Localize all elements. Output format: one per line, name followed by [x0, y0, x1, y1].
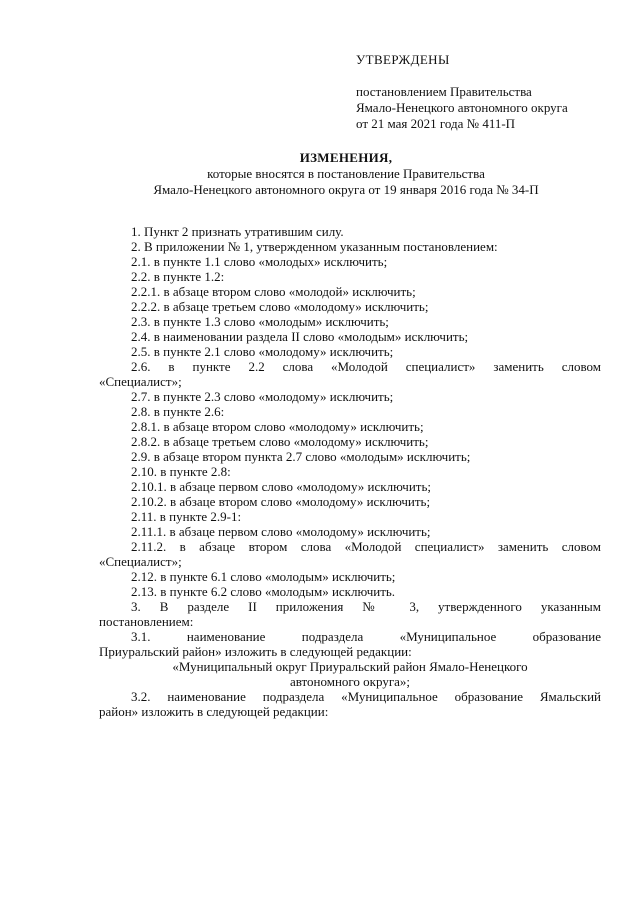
- document-title-block: [0, 150, 640, 198]
- document-subtitle-line: которые вносятся в постановление Правительства: [207, 166, 485, 181]
- paragraph: 2.11.2. в абзаце втором слова «Молодой специалист» заменить словом: [131, 539, 601, 554]
- paragraph: 2.8. в пункте 2.6:: [131, 404, 225, 419]
- paragraph-continuation: постановлением:: [99, 614, 194, 629]
- paragraph: 2. В приложении № 1, утвержденном указанным постановлением:: [131, 239, 498, 254]
- approval-line: от 21 мая 2021 года № 411-П: [356, 116, 516, 131]
- paragraph: 2.4. в наименовании раздела II слово «молодым» исключить;: [131, 329, 469, 344]
- paragraph: 2.7. в пункте 2.3 слово «молодому» исключить;: [131, 389, 394, 404]
- paragraph-continuation: Приуральский район» изложить в следующей редакции:: [99, 644, 412, 659]
- approval-line: Ямало-Ненецкого автономного округа: [356, 100, 568, 115]
- document-body: [99, 224, 601, 719]
- paragraph: 2.1. в пункте 1.1 слово «молодых» исключить;: [131, 254, 388, 269]
- paragraph: 2.5. в пункте 2.1 слово «молодому» исключить;: [131, 344, 394, 359]
- paragraph-continuation: «Специалист»;: [99, 554, 182, 569]
- document-subtitle-line: Ямало-Ненецкого автономного округа от 19 января 2016 года № 34-П: [153, 182, 539, 197]
- quoted-heading: «Муниципальный округ Приуральский район Ямало-Ненецкого: [172, 659, 528, 674]
- approval-block: [356, 52, 626, 132]
- paragraph: 2.6. в пункте 2.2 слова «Молодой специалист» заменить словом: [131, 359, 601, 374]
- paragraph: 2.13. в пункте 6.2 слово «молодым» исключить.: [131, 584, 396, 599]
- approval-line: постановлением Правительства: [356, 84, 532, 99]
- paragraph: 3. В разделе II приложения № 3, утвержденного указанным: [131, 599, 601, 614]
- paragraph: 2.8.1. в абзаце втором слово «молодому» исключить;: [131, 419, 424, 434]
- paragraph-continuation: район» изложить в следующей редакции:: [99, 704, 329, 719]
- paragraph: 3.2. наименование подраздела «Муниципальное образование Ямальский: [131, 689, 601, 704]
- paragraph: 2.12. в пункте 6.1 слово «молодым» исключить;: [131, 569, 396, 584]
- paragraph: 2.2. в пункте 1.2:: [131, 269, 225, 284]
- paragraph: 2.10.2. в абзаце втором слово «молодому» исключить;: [131, 494, 431, 509]
- paragraph: 2.3. в пункте 1.3 слово «молодым» исключить;: [131, 314, 389, 329]
- paragraph-continuation: «Специалист»;: [99, 374, 182, 389]
- approval-heading: УТВЕРЖДЕНЫ: [356, 52, 450, 67]
- paragraph: 2.11. в пункте 2.9-1:: [131, 509, 242, 524]
- paragraph: 3.1. наименование подраздела «Муниципальное образование: [131, 629, 601, 644]
- paragraph: 2.2.1. в абзаце втором слово «молодой» исключить;: [131, 284, 416, 299]
- paragraph: 2.10. в пункте 2.8:: [131, 464, 231, 479]
- paragraph: 2.2.2. в абзаце третьем слово «молодому» исключить;: [131, 299, 429, 314]
- paragraph: 2.11.1. в абзаце первом слово «молодому» исключить;: [131, 524, 431, 539]
- quoted-heading: автономного округа»;: [289, 674, 411, 689]
- paragraph: 1. Пункт 2 признать утратившим силу.: [131, 224, 344, 239]
- paragraph: 2.10.1. в абзаце первом слово «молодому» исключить;: [131, 479, 432, 494]
- paragraph: 2.9. в абзаце втором пункта 2.7 слово «молодым» исключить;: [131, 449, 471, 464]
- document-title: ИЗМЕНЕНИЯ,: [299, 150, 393, 165]
- paragraph: 2.8.2. в абзаце третьем слово «молодому» исключить;: [131, 434, 429, 449]
